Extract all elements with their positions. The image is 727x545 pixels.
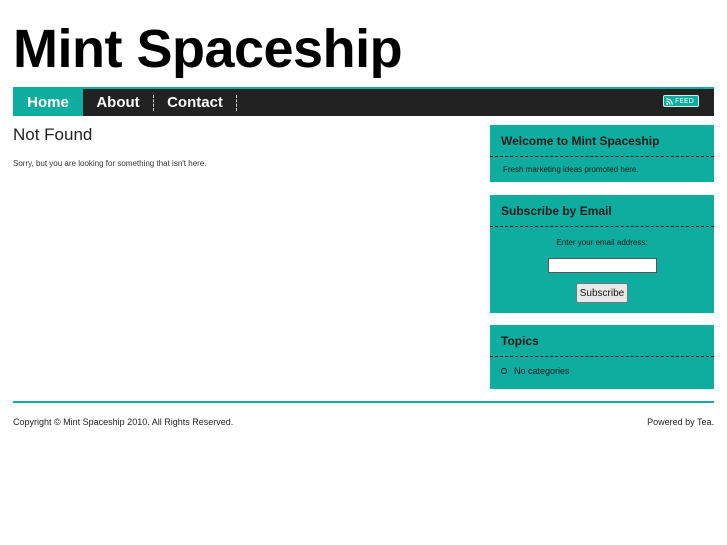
email-label: Enter your email address: <box>556 238 648 247</box>
subscribe-button[interactable]: Subscribe <box>576 283 628 303</box>
welcome-widget <box>490 125 714 182</box>
widget-title: Welcome to Mint Spaceship <box>490 125 714 157</box>
nav-item-contact[interactable]: Contact <box>167 94 223 111</box>
nav-item-home[interactable]: Home <box>13 89 83 116</box>
feed-label: FEED <box>675 97 695 105</box>
email-field[interactable] <box>548 258 657 273</box>
rss-icon <box>666 98 673 105</box>
topic-label: No categories <box>514 366 570 376</box>
site-title[interactable]: Mint Spaceship <box>13 19 403 79</box>
nav-item-about[interactable]: About <box>96 94 140 111</box>
list-item <box>501 366 570 376</box>
nav-divider <box>236 95 237 111</box>
rss-feed-button[interactable] <box>663 95 699 107</box>
main-navigation <box>13 87 714 116</box>
welcome-text: Fresh marketing ideas promoted here. <box>503 165 639 174</box>
widget-title: Topics <box>490 325 714 357</box>
topics-list <box>501 366 570 376</box>
topics-widget <box>490 325 714 389</box>
powered-by-text: Powered by Tea. <box>647 417 714 427</box>
page-title: Not Found <box>13 125 93 144</box>
copyright-text: Copyright © Mint Spaceship 2010. All Rights Reserved. <box>13 417 234 427</box>
not-found-message: Sorry, but you are looking for something that isn't here. <box>13 159 207 168</box>
widget-title: Subscribe by Email <box>490 195 714 227</box>
footer-divider <box>13 401 714 403</box>
circle-bullet-icon <box>501 368 507 374</box>
subscribe-widget <box>490 195 714 313</box>
